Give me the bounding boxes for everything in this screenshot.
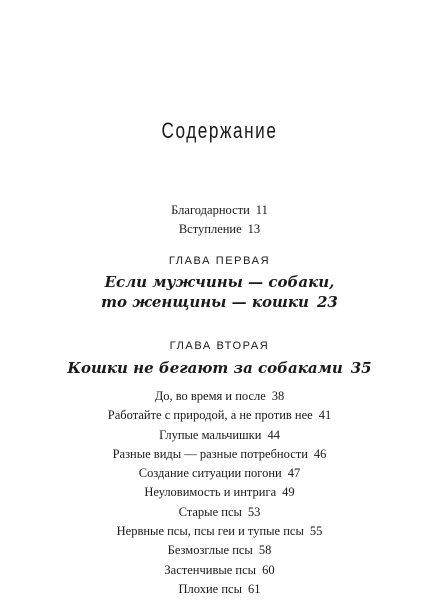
toc-entry-label: Нервные псы, псы геи и тупые псы bbox=[116, 524, 304, 539]
toc-entry-page: 13 bbox=[247, 222, 261, 237]
toc-entry[interactable] bbox=[0, 503, 439, 522]
toc-entry[interactable] bbox=[0, 220, 439, 239]
page-title: Содержание bbox=[161, 118, 278, 143]
toc-entry[interactable] bbox=[0, 580, 439, 599]
chapter-one-label: ГЛАВА ПЕРВАЯ bbox=[168, 255, 271, 267]
toc-entry-label: Создание ситуации погони bbox=[138, 466, 282, 481]
toc-entry-page: 58 bbox=[258, 543, 272, 558]
toc-entry-label: Безмозглые псы bbox=[167, 543, 253, 558]
toc-entry[interactable] bbox=[0, 561, 439, 580]
chapter-title-text: то женщины — кошки bbox=[101, 293, 309, 311]
chapter-two-sections bbox=[0, 387, 439, 599]
toc-entry-page: 41 bbox=[318, 408, 332, 423]
toc-entry[interactable] bbox=[0, 387, 439, 406]
toc-entry-page: 49 bbox=[282, 485, 295, 500]
toc-entry-label: Старые псы bbox=[178, 504, 242, 519]
toc-entry-label: До, во время и после bbox=[154, 389, 266, 403]
toc-entry-page: 47 bbox=[287, 466, 301, 481]
toc-entry[interactable] bbox=[0, 201, 439, 220]
toc-entry-label: Застенчивые псы bbox=[164, 562, 257, 577]
toc-entry-label: Неуловимость и интрига bbox=[144, 485, 277, 500]
toc-entry-page: 44 bbox=[267, 427, 280, 442]
toc-entry-label: Благодарности bbox=[171, 203, 250, 217]
toc-entry-label: Глупые мальчишки bbox=[159, 427, 262, 442]
chapter-two-label: ГЛАВА ВТОРАЯ bbox=[169, 340, 270, 352]
toc-entry-page: 11 bbox=[255, 203, 268, 217]
chapter-title-line: Если мужчины — собаки, bbox=[104, 273, 335, 291]
chapter-title-text: Кошки не бегают за собаками bbox=[67, 359, 343, 377]
toc-entry[interactable] bbox=[0, 483, 439, 502]
toc-entry[interactable] bbox=[0, 522, 439, 541]
toc-entry-page: 53 bbox=[247, 504, 261, 519]
chapter-title-line bbox=[0, 292, 439, 312]
chapter-page: 35 bbox=[350, 359, 372, 377]
toc-entry[interactable] bbox=[0, 541, 439, 560]
chapter-title-line bbox=[0, 358, 439, 378]
toc-entry-page: 60 bbox=[262, 562, 275, 577]
chapter-one-heading[interactable] bbox=[0, 272, 439, 312]
toc-entry-page: 38 bbox=[271, 389, 285, 403]
chapter-two-heading[interactable] bbox=[0, 358, 439, 378]
toc-entry-page: 55 bbox=[309, 524, 323, 539]
toc-entry[interactable] bbox=[0, 464, 439, 483]
toc-entry-label: Вступление bbox=[178, 222, 242, 237]
toc-entry-label: Работайте с природой, а не против нее bbox=[107, 408, 313, 423]
toc-entry-label: Разные виды — разные потребности bbox=[112, 446, 308, 461]
chapter-page: 23 bbox=[316, 293, 338, 311]
toc-entry[interactable] bbox=[0, 445, 439, 464]
toc-entry-page: 46 bbox=[313, 446, 327, 461]
toc-entry[interactable] bbox=[0, 406, 439, 425]
toc-entry-page: 61 bbox=[247, 581, 261, 596]
toc-entry[interactable] bbox=[0, 426, 439, 445]
toc-entry-label: Плохие псы bbox=[178, 581, 242, 596]
front-matter-list bbox=[0, 201, 439, 240]
